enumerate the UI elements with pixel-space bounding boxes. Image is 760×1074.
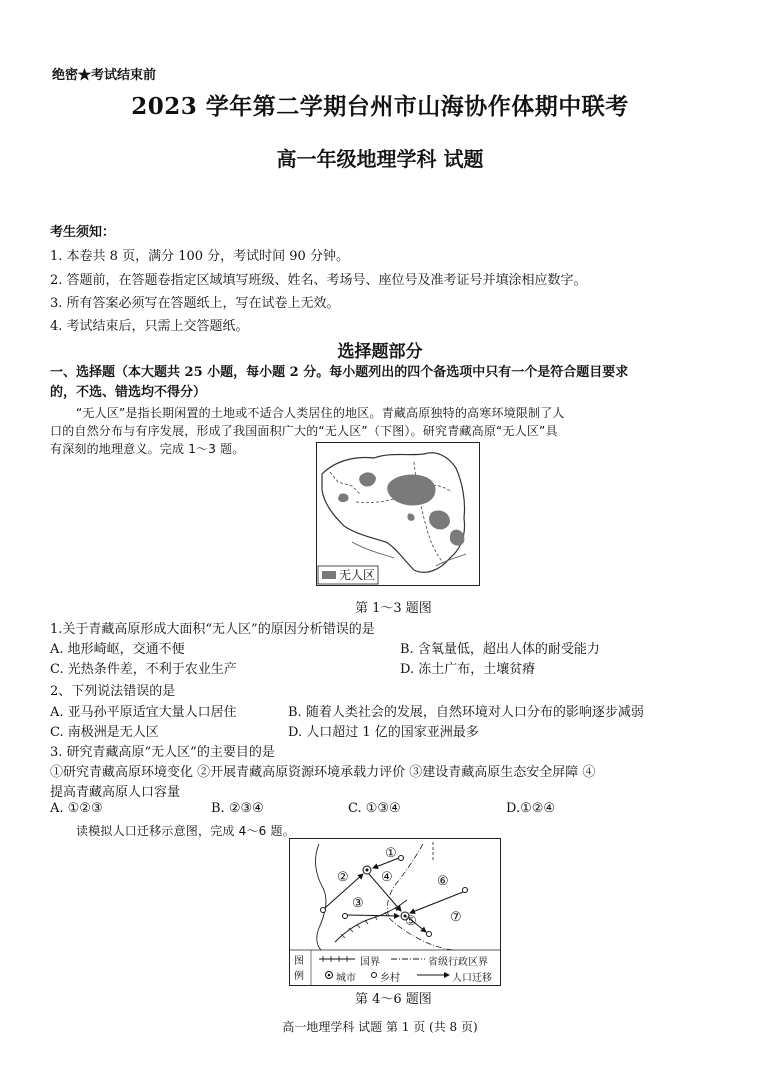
question-stem: 3. 研究青藏高原“无人区”的主要目的是 bbox=[50, 745, 275, 760]
option-c: C. ①③④ bbox=[348, 801, 401, 816]
legend-migration-label: 人口迁移 bbox=[452, 973, 492, 984]
passage-line: 读模拟人口迁移示意图，完成 4～6 题。 bbox=[76, 824, 295, 838]
option-c: C. 南极洲是无人区 bbox=[50, 725, 159, 740]
question-statements: ①研究青藏高原环境变化 ②开展青藏高原资源环境承载力评价 ③建设青藏高原生态安全屏障 ④ bbox=[50, 765, 596, 780]
diagram-label-1: ① bbox=[385, 846, 397, 861]
diagram-label-3: ③ bbox=[352, 896, 364, 911]
passage-line: “无人区”是指长期闲置的土地或不适合人类居住的地区。青藏高原独特的高寒环境限制了人 bbox=[76, 406, 565, 420]
notice-item: 3. 所有答案必须写在答题纸上，写在试卷上无效。 bbox=[50, 296, 340, 311]
legend-city-label: 城市 bbox=[336, 973, 356, 984]
diagram-label-5: ⑤ bbox=[405, 914, 417, 929]
notice-title: 考生须知： bbox=[50, 225, 116, 240]
option-a: A. 亚马孙平原适宜大量人口居住 bbox=[50, 705, 237, 720]
figure-caption: 第 4～6 题图 bbox=[355, 992, 432, 1007]
notice-item: 1. 本卷共 8 页，满分 100 分，考试时间 90 分钟。 bbox=[50, 249, 349, 264]
option-a: A. ①②③ bbox=[50, 801, 103, 816]
option-d: D.①②④ bbox=[506, 801, 556, 816]
section-intro: 的，不选、错选均不得分） bbox=[50, 385, 207, 400]
figure-caption: 第 1～3 题图 bbox=[355, 601, 432, 616]
option-d: D. 冻土广布，土壤贫瘠 bbox=[400, 662, 536, 677]
notice-item: 4. 考试结束后，只需上交答题纸。 bbox=[50, 319, 249, 334]
legend-village-label: 乡村 bbox=[380, 973, 400, 984]
passage-line: 有深刻的地理意义。完成 1～3 题。 bbox=[50, 442, 245, 456]
option-b: B. 含氧量低，超出人体的耐受能力 bbox=[400, 642, 600, 657]
question-stem: 2、下列说法错误的是 bbox=[50, 684, 176, 699]
section-title: 选择题部分 bbox=[337, 342, 423, 362]
option-b: B. ②③④ bbox=[211, 801, 264, 816]
page-footer: 高一地理学科 试题 第 1 页 (共 8 页) bbox=[282, 1020, 478, 1034]
legend-border-label: 国界 bbox=[360, 957, 380, 968]
exam-title: 2023 学年第二学期台州市山海协作体期中联考 bbox=[131, 93, 629, 120]
legend-province-label: 省级行政区界 bbox=[428, 957, 488, 968]
map-legend-label: 无人区 bbox=[339, 568, 376, 582]
diagram-label-6: ⑥ bbox=[437, 874, 449, 889]
question-statements: 提高青藏高原人口容量 bbox=[50, 785, 181, 800]
option-a: A. 地形崎岖，交通不便 bbox=[50, 642, 185, 657]
option-c: C. 光热条件差，不利于农业生产 bbox=[50, 662, 237, 677]
diagram-label-4: ④ bbox=[381, 870, 393, 885]
diagram-label-2: ② bbox=[337, 870, 349, 885]
section-intro: 一、选择题（本大题共 25 小题，每小题 2 分。每小题列出的四个备选项中只有一个是符合题目要求 bbox=[50, 365, 629, 380]
option-d: D. 人口超过 1 亿的国家亚洲最多 bbox=[288, 725, 479, 740]
option-b: B. 随着人类社会的发展，自然环境对人口分布的影响逐步减弱 bbox=[288, 705, 644, 720]
legend-title: 图 bbox=[294, 956, 304, 967]
passage-line: 口的自然分布与有序发展，形成了我国面积广大的“无人区”（下图）。研究青藏高原“无人区”具 bbox=[50, 424, 558, 438]
confidential-label: 绝密★考试结束前 bbox=[52, 68, 157, 83]
diagram-label-7: ⑦ bbox=[450, 910, 462, 925]
notice-item: 2. 答题前，在答题卷指定区域填写班级、姓名、考场号、座位号及准考证号并填涂相应数字。 bbox=[50, 273, 587, 288]
legend-title: 例 bbox=[294, 971, 304, 982]
exam-subtitle: 高一年级地理学科 试题 bbox=[276, 147, 484, 171]
no-mans-land-map bbox=[316, 442, 480, 586]
question-stem: 1.关于青藏高原形成大面积“无人区”的原因分析错误的是 bbox=[50, 622, 375, 637]
